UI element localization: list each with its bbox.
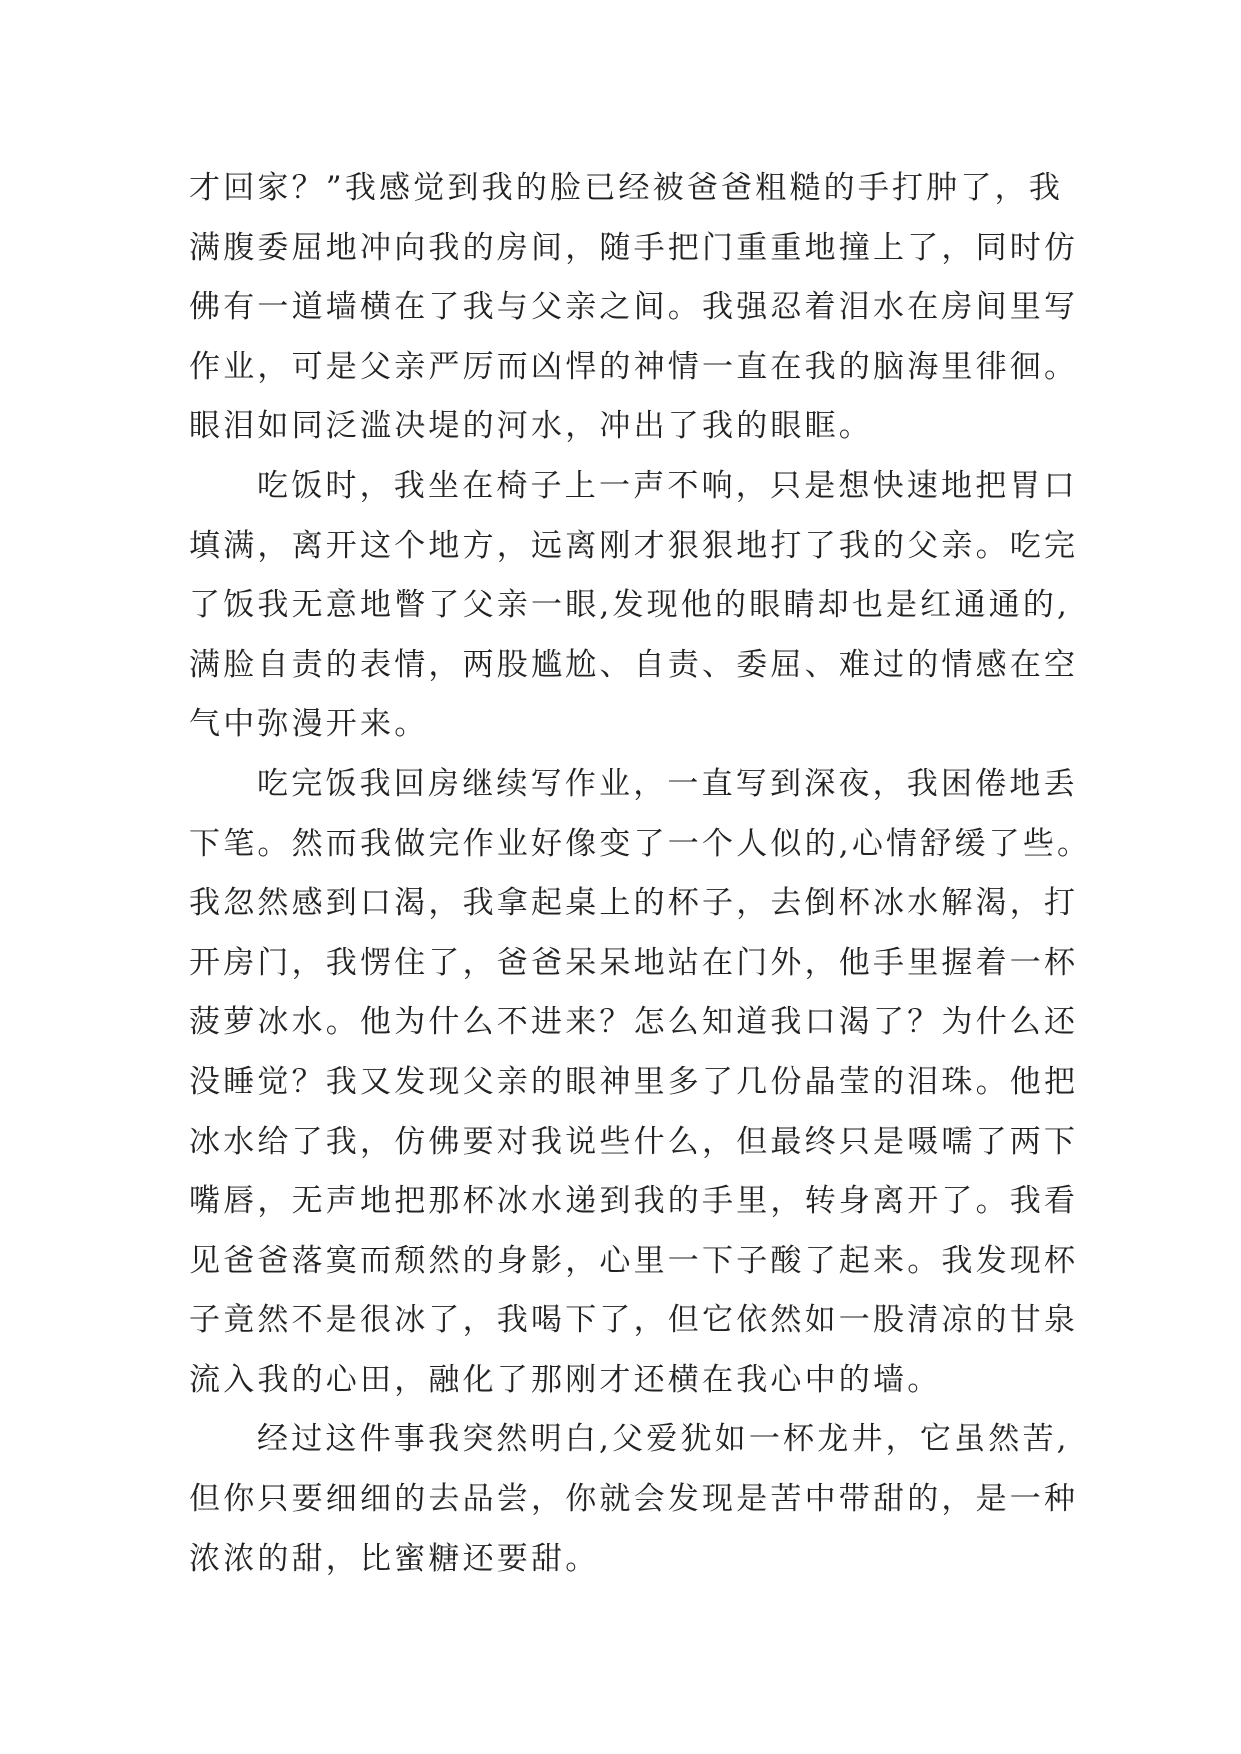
text-line: 子竟然不是很冰了，我喝下了，但它依然如一股清凉的甘泉	[189, 1302, 1079, 1339]
document-body	[189, 159, 1092, 1589]
text-line: 冰水给了我，仿佛要对我说些什么，但最终只是嗫嚅了两下	[189, 1123, 1079, 1160]
text-line: 眼泪如同泛滥决堤的河水，冲出了我的眼眶。	[189, 408, 873, 445]
text-line: 佛有一道墙横在了我与父亲之间。我强忍着泪水在房间里写	[189, 289, 1079, 326]
text-line: 但你只要细细的去品尝，你就会发现是苦中带甜的，是一种	[189, 1481, 1079, 1518]
text-line: 了饭我无意地瞥了父亲一眼,发现他的眼睛却也是红通通的,	[189, 587, 1071, 624]
text-line: 才回家？”我感觉到我的脸已经被爸爸粗糙的手打肿了，我	[189, 170, 1064, 206]
paragraph-start-line: 吃饭时，我坐在椅子上一声不响，只是想快速地把胃口	[257, 467, 1078, 504]
text-line: 气中弥漫开来。	[189, 706, 429, 743]
paragraph-start-line: 吃完饭我回房继续写作业，一直写到深夜，我困倦地丢	[257, 765, 1078, 802]
text-line: 填满，离开这个地方，远离刚才狠狠地打了我的父亲。吃完	[189, 527, 1079, 564]
text-line: 见爸爸落寞而颓然的身影，心里一下子酸了起来。我发现杯	[189, 1242, 1079, 1279]
text-line: 菠萝冰水。他为什么不进来？怎么知道我口渴了？为什么还	[189, 1004, 1079, 1041]
text-line: 我忽然感到口渴，我拿起桌上的杯子，去倒杯冰水解渴，打	[189, 885, 1079, 922]
text-line: 下笔。然而我做完作业好像变了一个人似的,心情舒缓了些。	[189, 825, 1092, 862]
text-line: 作业，可是父亲严厉而凶悍的神情一直在我的脑海里徘徊。	[189, 348, 1079, 385]
text-line: 没睡觉？我又发现父亲的眼神里多了几份晶莹的泪珠。他把	[189, 1063, 1079, 1100]
text-line: 嘴唇，无声地把那杯冰水递到我的手里，转身离开了。我看	[189, 1183, 1079, 1220]
text-line: 开房门，我愣住了，爸爸呆呆地站在门外，他手里握着一杯	[189, 944, 1079, 981]
text-line: 浓浓的甜，比蜜糖还要甜。	[189, 1540, 600, 1577]
text-line: 满脸自责的表情，两股尴尬、自责、委屈、难过的情感在空	[189, 646, 1079, 683]
text-line: 流入我的心田，融化了那刚才还横在我心中的墙。	[189, 1361, 942, 1398]
paragraph-start-line: 经过这件事我突然明白,父爱犹如一杯龙井，它虽然苦,	[257, 1421, 1070, 1458]
text-line: 满腹委屈地冲向我的房间，随手把门重重地撞上了，同时仿	[189, 229, 1079, 266]
